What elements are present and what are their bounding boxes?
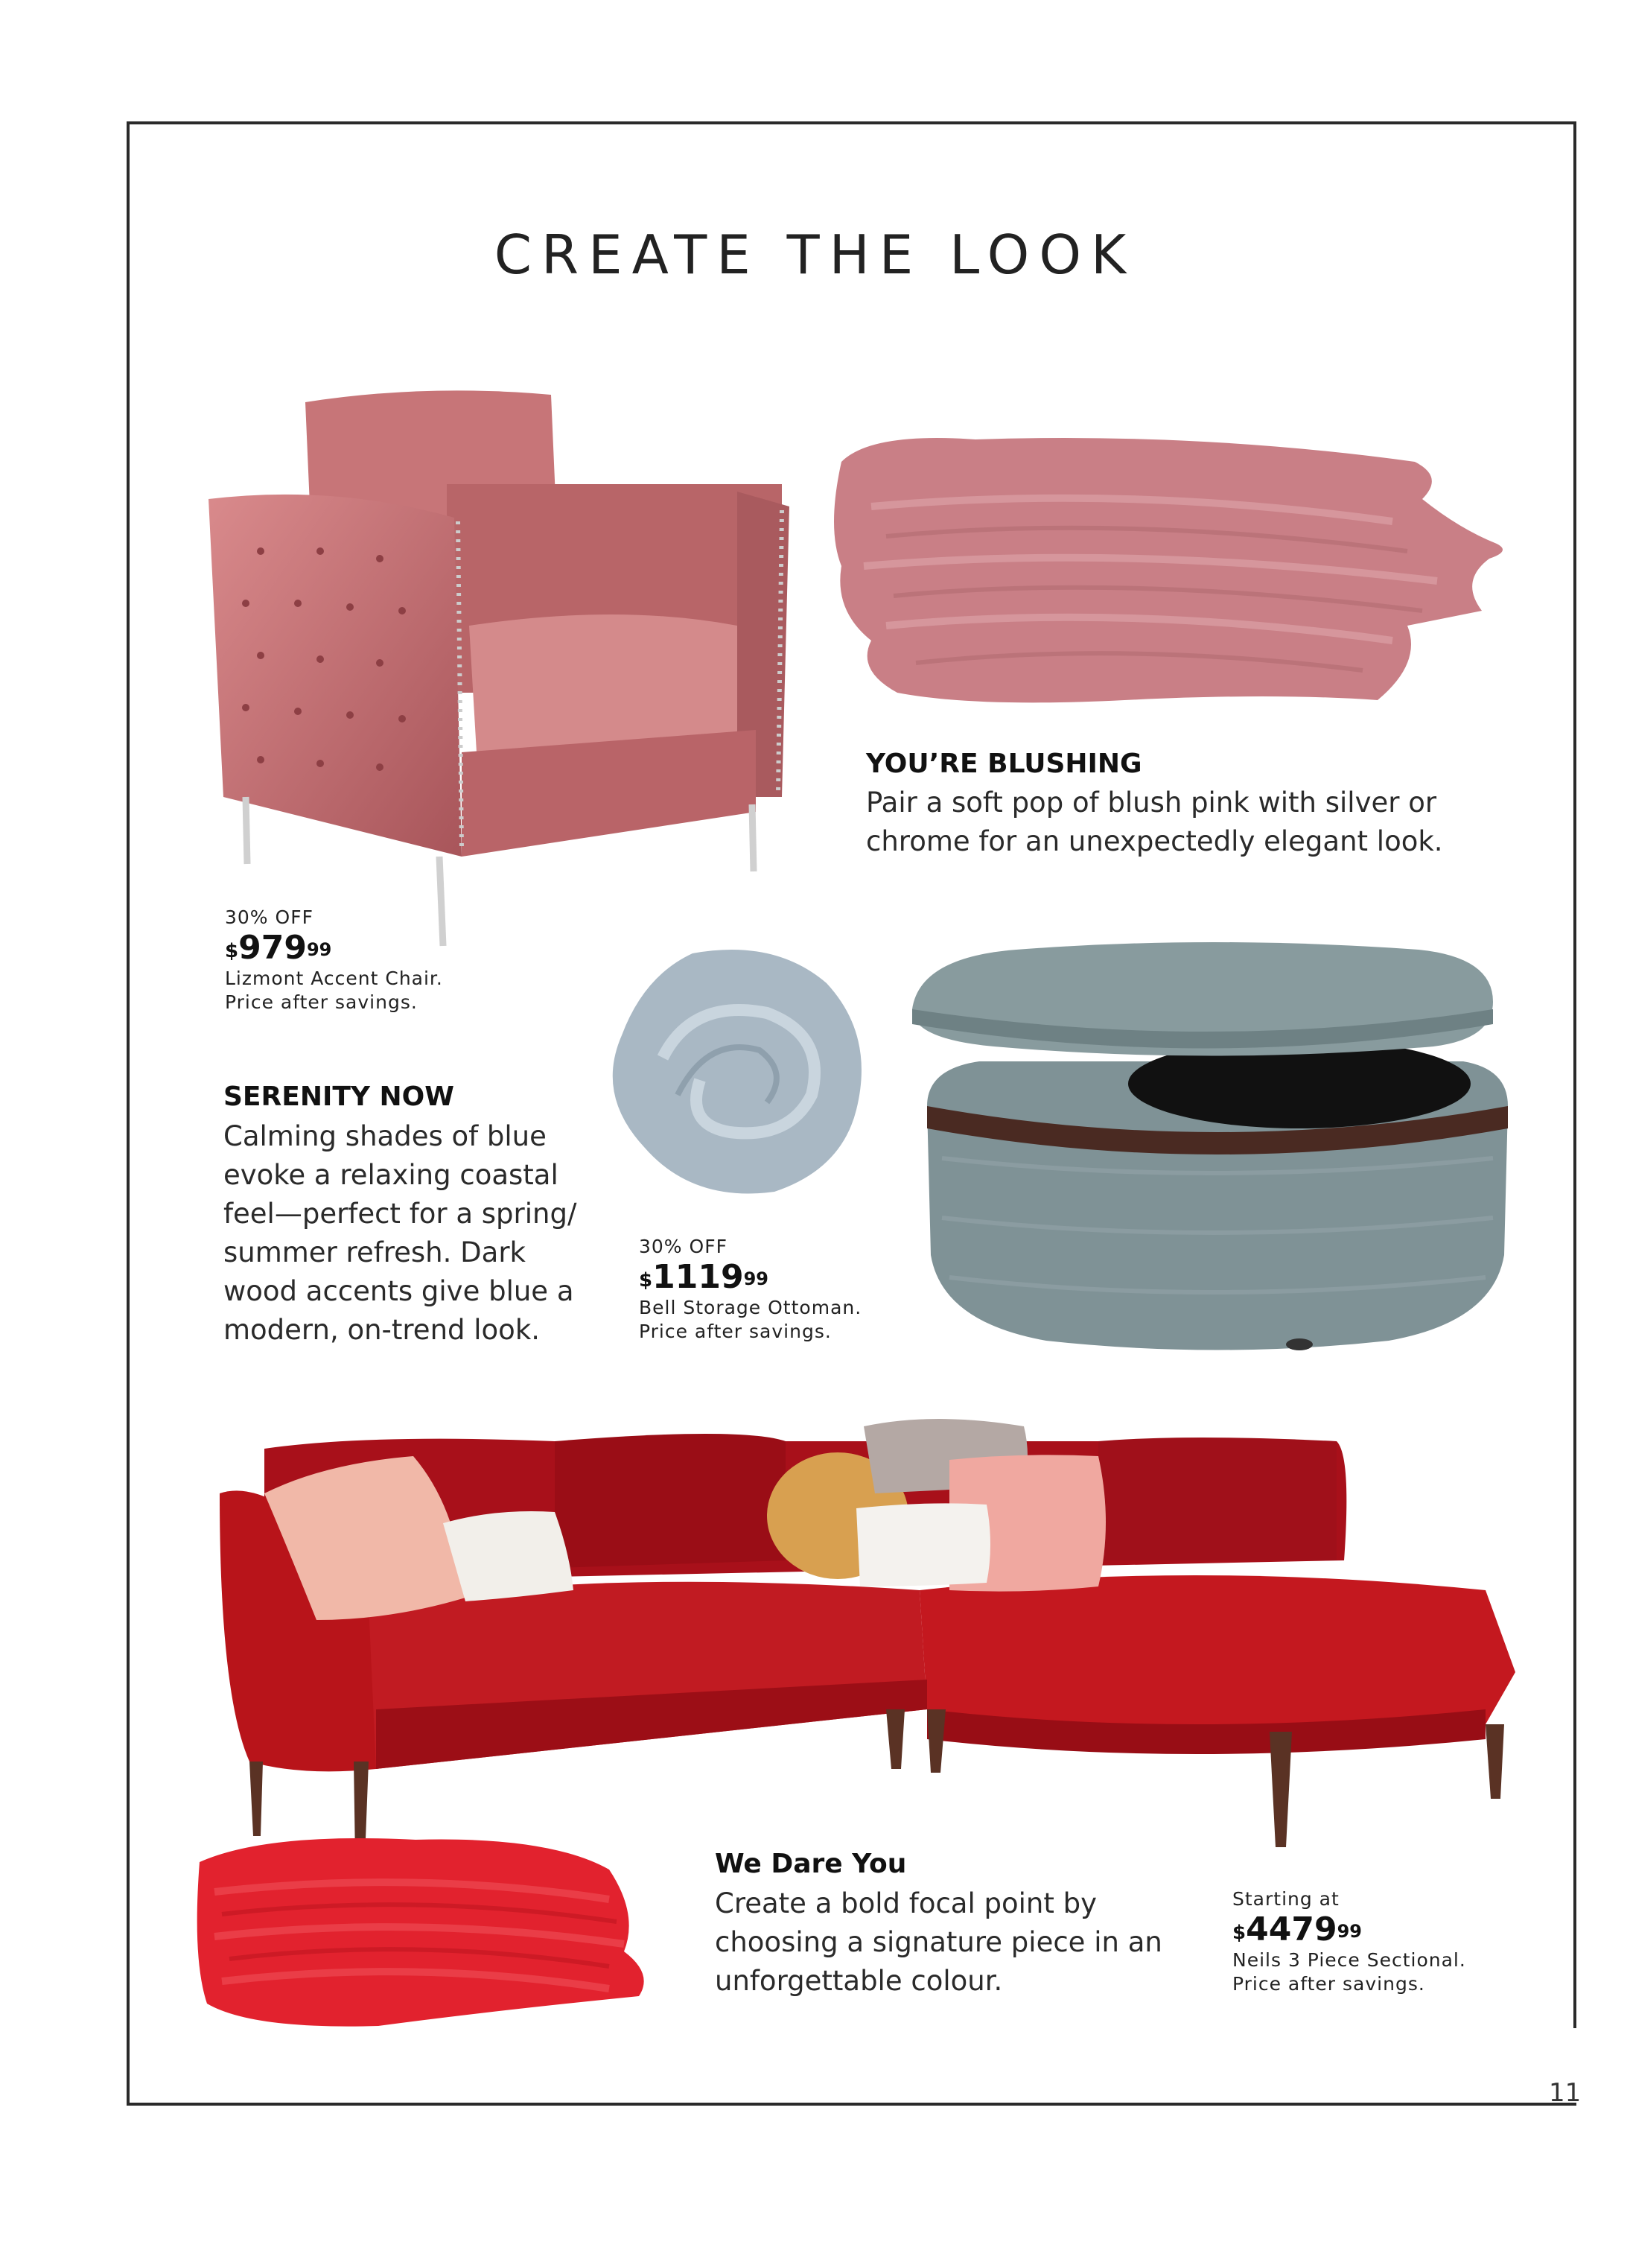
ottoman-discount: 30% OFF — [639, 1236, 728, 1257]
ottoman-price — [639, 1259, 862, 1296]
page-number: 11 — [1549, 2078, 1582, 2108]
sectional-note: Price after savings. — [1232, 1973, 1425, 1995]
blue-swatch-shape — [613, 950, 862, 1194]
ottoman-price-main: 1119 — [652, 1258, 744, 1296]
sectional-price-block — [1232, 1887, 1466, 1996]
chair-note: Price after savings. — [225, 991, 418, 1013]
serenity-body-line-3: feel—perfect for a spring/ — [223, 1198, 577, 1230]
sectional-name: Neils 3 Piece Sectional. — [1232, 1949, 1466, 1971]
sectional-price — [1232, 1911, 1466, 1948]
dare-body-line-3: unforgettable colour. — [715, 1965, 1003, 1997]
sectional-prefix: Starting at — [1232, 1888, 1340, 1910]
ottoman-currency: $ — [639, 1269, 653, 1292]
pillow-white-center — [856, 1503, 990, 1586]
serenity-body-line-1: Calming shades of blue — [223, 1120, 547, 1152]
ottoman-price-block — [639, 1235, 862, 1344]
serenity-body-line-5: wood accents give blue a — [223, 1275, 574, 1307]
sectional-currency: $ — [1232, 1922, 1247, 1944]
blush-paint-swatch — [827, 417, 1512, 715]
serenity-body-line-4: summer refresh. Dark — [223, 1236, 526, 1268]
serenity-body-line-2: evoke a relaxing coastal — [223, 1159, 558, 1191]
chair-discount: 30% OFF — [225, 906, 313, 928]
bell-storage-ottoman-image — [912, 935, 1515, 1359]
chair-price-block — [225, 906, 443, 1014]
serenity-body-line-6: modern, on-trend look. — [223, 1314, 541, 1346]
dare-body-line-1: Create a bold focal point by — [715, 1887, 1098, 1919]
neils-sectional-image — [220, 1411, 1526, 1858]
sectional-chaise — [920, 1575, 1515, 1736]
sectional-price-cents: 99 — [1337, 1921, 1362, 1942]
blush-heading: YOU’RE BLUSHING — [866, 749, 1142, 779]
blue-paint-swatch — [603, 946, 871, 1199]
red-paint-swatch — [192, 1825, 654, 2033]
sectional-price-main: 4479 — [1246, 1910, 1337, 1948]
chair-price-cents: 99 — [306, 939, 332, 960]
dare-body-line-2: choosing a signature piece in an — [715, 1926, 1162, 1958]
blush-body-line-2: chrome for an unexpectedly elegant look. — [866, 825, 1443, 857]
serenity-heading: SERENITY NOW — [223, 1081, 454, 1112]
chair-name: Lizmont Accent Chair. — [225, 968, 443, 989]
blush-body-line-1: Pair a soft pop of blush pink with silver or — [866, 787, 1437, 819]
page-frame-right-edge — [1573, 121, 1576, 2028]
ottoman-price-cents: 99 — [743, 1268, 768, 1289]
ottoman-note: Price after savings. — [639, 1321, 832, 1342]
chair-currency: $ — [225, 940, 239, 962]
dare-heading: We Dare You — [715, 1849, 907, 1879]
lizmont-accent-chair-image — [201, 380, 797, 946]
ottoman-name: Bell Storage Ottoman. — [639, 1297, 862, 1318]
chair-price — [225, 930, 443, 967]
pillow-white-left — [443, 1511, 573, 1601]
chair-price-main: 979 — [238, 929, 307, 967]
page-title: CREATE THE LOOK — [494, 223, 1136, 286]
